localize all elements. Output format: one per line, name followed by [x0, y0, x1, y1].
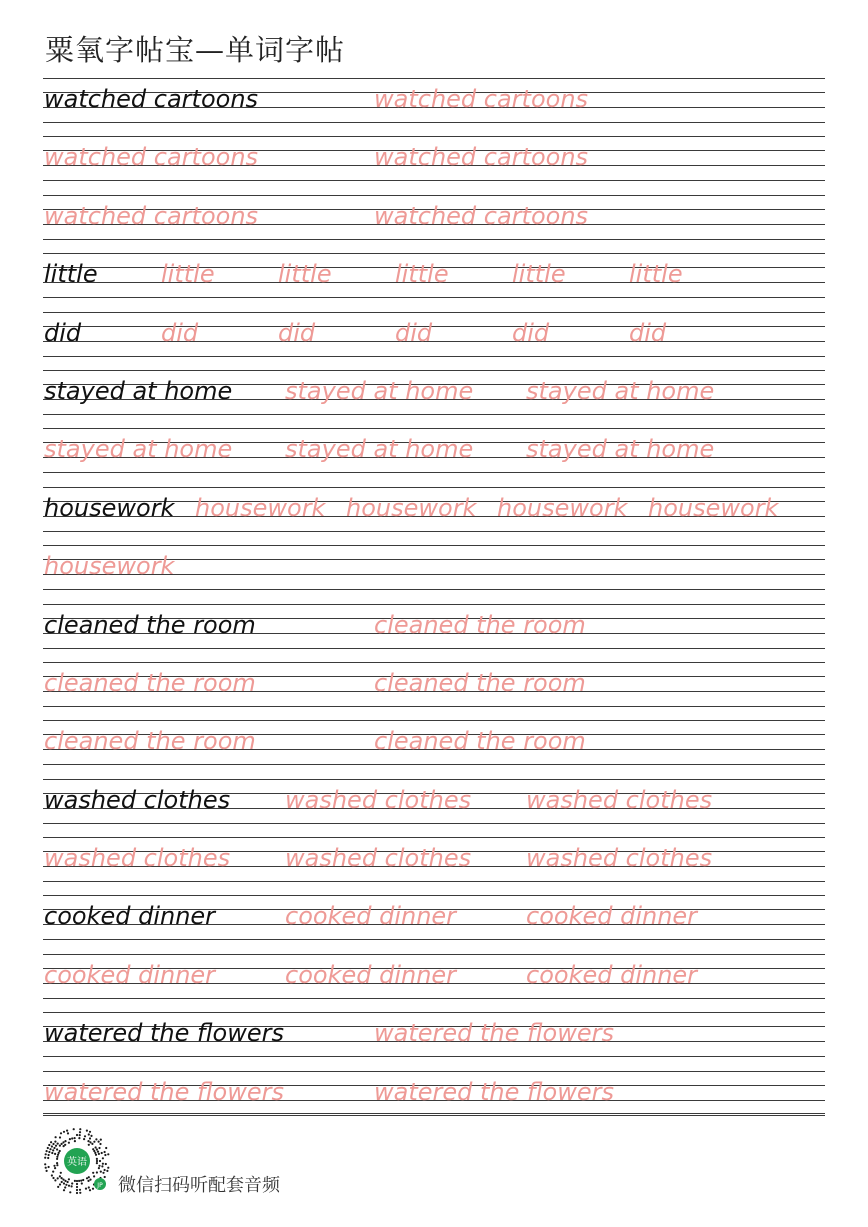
- trace-word: stayed at home: [44, 435, 233, 464]
- practice-row: [43, 779, 825, 837]
- ruled-line: [43, 881, 825, 882]
- trace-word: housework: [648, 493, 779, 522]
- trace-word: housework: [497, 493, 628, 522]
- trace-word: watched cartoons: [44, 143, 259, 172]
- practice-row: [43, 428, 825, 486]
- trace-word: did: [512, 318, 550, 347]
- ruled-line: [43, 939, 825, 940]
- model-word: watered the flowers: [44, 1019, 284, 1048]
- ruled-line: [43, 136, 825, 137]
- model-word: did: [44, 318, 82, 347]
- ruled-line: [43, 954, 825, 955]
- trace-word: cleaned the room: [374, 727, 586, 756]
- ruled-line: [43, 895, 825, 896]
- ruled-line: [43, 122, 825, 123]
- trace-word: did: [278, 318, 316, 347]
- page-title: 粟氧字帖宝—单词字帖: [45, 33, 346, 67]
- trace-word: watched cartoons: [44, 201, 259, 230]
- trace-word: cleaned the room: [374, 668, 586, 697]
- qr-badge-label: 英语: [67, 1157, 87, 1168]
- trace-word: cooked dinner: [44, 960, 216, 989]
- trace-word: stayed at home: [285, 376, 474, 405]
- practice-row: [43, 1071, 825, 1129]
- trace-word: did: [161, 318, 199, 347]
- practice-row: [43, 487, 825, 545]
- trace-word: cooked dinner: [526, 960, 698, 989]
- practice-row: [43, 720, 825, 778]
- ruled-line: [43, 180, 825, 181]
- trace-word: cooked dinner: [526, 902, 698, 931]
- footer-note: 微信扫码听配套音频: [118, 1175, 280, 1196]
- bottom-rule: [43, 1113, 825, 1114]
- ruled-line: [43, 998, 825, 999]
- ruled-line: [43, 720, 825, 721]
- ruled-line: [43, 312, 825, 313]
- trace-word: watched cartoons: [374, 85, 589, 113]
- model-word: watched cartoons: [44, 85, 259, 113]
- ruled-line: [43, 472, 825, 473]
- practice-row: [43, 545, 825, 603]
- trace-word: stayed at home: [526, 376, 715, 405]
- practice-row: [43, 895, 825, 953]
- ruled-line: [43, 297, 825, 298]
- trace-word: watered the flowers: [374, 1077, 614, 1106]
- trace-word: watered the flowers: [374, 1019, 614, 1048]
- ruled-line: [43, 1071, 825, 1072]
- practice-row: [43, 370, 825, 428]
- trace-word: cleaned the room: [44, 668, 256, 697]
- trace-word: did: [395, 318, 433, 347]
- ruled-line: [43, 779, 825, 780]
- practice-row: [43, 195, 825, 253]
- trace-word: little: [278, 260, 332, 289]
- trace-word: cooked dinner: [285, 902, 457, 931]
- practice-row: [43, 604, 825, 662]
- trace-word: did: [629, 318, 667, 347]
- trace-word: cooked dinner: [285, 960, 457, 989]
- ruled-line: [43, 837, 825, 838]
- trace-word: little: [161, 260, 215, 289]
- ruled-line: [43, 356, 825, 357]
- ruled-line: [43, 662, 825, 663]
- model-word: cleaned the room: [44, 610, 256, 639]
- model-word: little: [44, 260, 98, 289]
- ruled-line: [43, 253, 825, 254]
- ruled-line: [43, 78, 825, 79]
- practice-area: [43, 78, 825, 1129]
- ruled-line: [43, 487, 825, 488]
- svg-text:JP: JP: [97, 1182, 103, 1189]
- trace-word: washed clothes: [285, 844, 472, 873]
- ruled-line: [43, 414, 825, 415]
- model-word: washed clothes: [44, 785, 231, 814]
- practice-row: [43, 662, 825, 720]
- ruled-line: [43, 531, 825, 532]
- ruled-line: [43, 195, 825, 196]
- ruled-line: [43, 706, 825, 707]
- ruled-line: [43, 1012, 825, 1013]
- trace-word: washed clothes: [526, 785, 713, 814]
- qr-code-icon[interactable]: [42, 1127, 112, 1197]
- practice-row: [43, 136, 825, 194]
- trace-word: washed clothes: [285, 785, 472, 814]
- trace-word: little: [512, 260, 566, 289]
- ruled-line: [43, 604, 825, 605]
- practice-row: [43, 78, 825, 136]
- ruled-line: [43, 370, 825, 371]
- trace-word: little: [395, 260, 449, 289]
- ruled-line: [43, 589, 825, 590]
- trace-word: housework: [195, 493, 326, 522]
- trace-word: cleaned the room: [374, 610, 586, 639]
- trace-word: stayed at home: [526, 435, 715, 464]
- practice-row: [43, 954, 825, 1012]
- model-word: cooked dinner: [44, 902, 216, 931]
- trace-word: watched cartoons: [374, 143, 589, 172]
- ruled-line: [43, 823, 825, 824]
- trace-word: watched cartoons: [374, 201, 589, 230]
- practice-row: [43, 837, 825, 895]
- ruled-line: [43, 428, 825, 429]
- practice-row: [43, 1012, 825, 1070]
- trace-word: cleaned the room: [44, 727, 256, 756]
- ruled-line: [43, 1056, 825, 1057]
- trace-word: housework: [44, 552, 175, 581]
- trace-word: washed clothes: [526, 844, 713, 873]
- practice-row: [43, 312, 825, 370]
- model-word: housework: [44, 493, 175, 522]
- trace-word: watered the flowers: [44, 1077, 284, 1106]
- trace-word: housework: [346, 493, 477, 522]
- trace-word: stayed at home: [285, 435, 474, 464]
- practice-row: [43, 253, 825, 311]
- ruled-line: [43, 764, 825, 765]
- ruled-line: [43, 648, 825, 649]
- trace-word: little: [629, 260, 683, 289]
- model-word: stayed at home: [44, 376, 233, 405]
- ruled-line: [43, 239, 825, 240]
- ruled-line: [43, 545, 825, 546]
- ruled-line: [43, 1115, 825, 1116]
- trace-word: washed clothes: [44, 844, 231, 873]
